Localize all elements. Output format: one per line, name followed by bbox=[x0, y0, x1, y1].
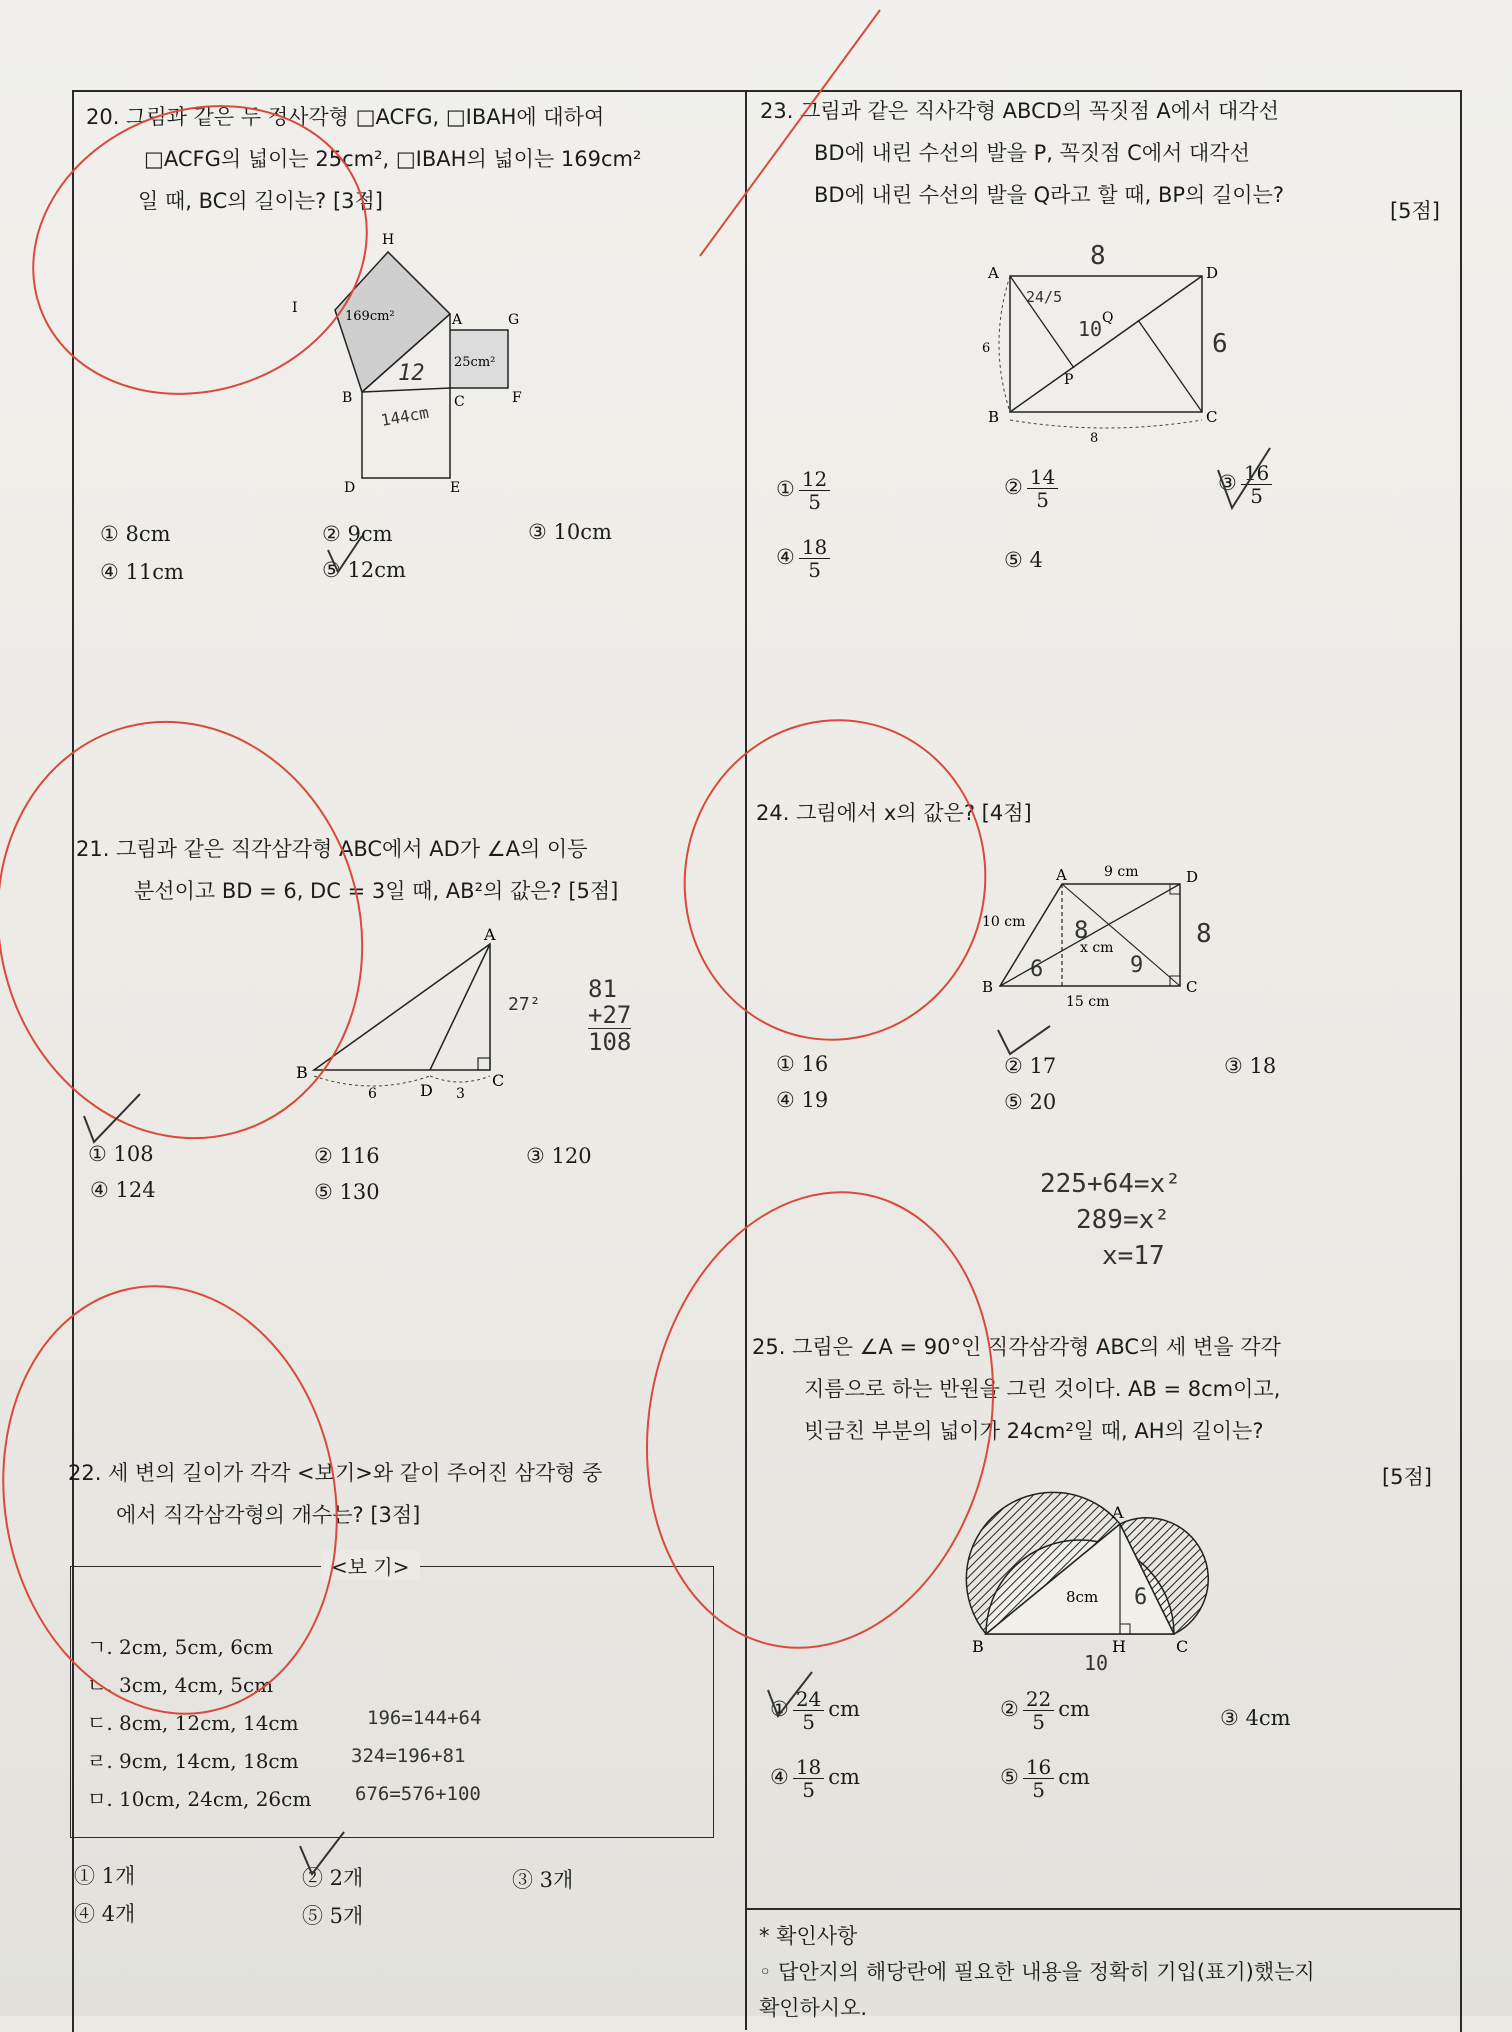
check-q25 bbox=[768, 1672, 812, 1716]
q22-choice-4[interactable]: ④ 4개 bbox=[74, 1902, 136, 1926]
q21-dc: 3 bbox=[456, 1086, 465, 1102]
hw-q23-8: 8 bbox=[1090, 241, 1106, 271]
hw-q25-6: 6 bbox=[1134, 1585, 1148, 1610]
q25-label-H: H bbox=[1112, 1637, 1126, 1656]
q24-label-A: A bbox=[1056, 866, 1067, 884]
q24-left: 10 cm bbox=[982, 914, 1026, 930]
q25-line2: 지름으로 하는 반원을 그린 것이다. AB = 8cm이고, bbox=[804, 1377, 1281, 1401]
q25-choice-5[interactable]: ⑤ $\frac{16}{5}$ cm bbox=[1000, 1755, 1090, 1802]
q22-choice-3[interactable]: ③ 3개 bbox=[512, 1868, 574, 1892]
hw-q21-27: 27² bbox=[508, 994, 541, 1015]
q20-choice-2[interactable]: ② 9cm bbox=[322, 522, 393, 546]
confirm-line1: ◦ 답안지의 해당란에 필요한 내용을 정확히 기입(표기)했는지 bbox=[759, 1960, 1315, 1984]
q20-line2: □ACFG의 넓이는 25cm², □IBAH의 넓이는 169cm² bbox=[144, 147, 642, 171]
q25-choice-1[interactable]: ① $\frac{24}{5}$ cm bbox=[770, 1687, 860, 1734]
q22-line1: 22. 세 변의 길이가 각각 <보기>와 같이 주어진 삼각형 중 bbox=[68, 1461, 603, 1485]
hw-q23-6: 6 bbox=[1212, 329, 1228, 359]
red-circle-q24 bbox=[659, 696, 1010, 1063]
q24-top: 9 cm bbox=[1104, 864, 1139, 880]
q25-line1: 25. 그림은 ∠A = 90°인 직각삼각형 ABC의 세 변을 각각 bbox=[752, 1335, 1281, 1359]
red-circle-q20 bbox=[0, 60, 408, 439]
q21-choice-5[interactable]: ⑤ 130 bbox=[314, 1180, 380, 1204]
q21-label-D: D bbox=[420, 1081, 433, 1100]
q22-row-2: ㄴ. 3cm, 4cm, 5cm bbox=[87, 1673, 274, 1697]
label-D: D bbox=[344, 480, 356, 496]
check-q23 bbox=[1218, 448, 1270, 508]
check-q24 bbox=[998, 1026, 1050, 1054]
hw-q24-w1: 225+64=x² bbox=[1040, 1169, 1181, 1199]
q22-choice-5[interactable]: ⑤ 5개 bbox=[302, 1904, 364, 1928]
q25-label-B: B bbox=[972, 1637, 984, 1656]
hw-q24-9: 9 bbox=[1130, 953, 1144, 978]
q25-score: [5점] bbox=[1381, 1465, 1432, 1489]
q23-choice-1[interactable]: ① $\frac{12}{5}$ bbox=[776, 468, 834, 513]
q22-row-3: ㄷ. 8cm, 12cm, 14cm bbox=[87, 1711, 299, 1735]
hw-q20-12: 12 bbox=[398, 361, 425, 386]
q22-line2: 에서 직각삼각형의 개수는? [3점] bbox=[116, 1503, 421, 1527]
q23-bottom: 8 bbox=[1090, 431, 1099, 446]
hw-q24-w3: x=17 bbox=[1102, 1241, 1165, 1271]
q23-label-B: B bbox=[988, 408, 1000, 426]
q25-label-C: C bbox=[1176, 1637, 1189, 1656]
q25-choice-4[interactable]: ④ $\frac{18}{5}$ cm bbox=[770, 1755, 860, 1802]
q25-choice-2[interactable]: ② $\frac{22}{5}$ cm bbox=[1000, 1687, 1090, 1734]
check-q21 bbox=[84, 1094, 140, 1142]
q23-label-D: D bbox=[1206, 264, 1219, 282]
q23-label-P: P bbox=[1064, 372, 1074, 388]
q22-choice-2[interactable]: ② 2개 bbox=[302, 1866, 364, 1890]
q23-line1: 23. 그림과 같은 직사각형 ABCD의 꼭짓점 A에서 대각선 bbox=[760, 99, 1279, 123]
q25-label-A: A bbox=[1112, 1503, 1124, 1522]
q25-ab: 8cm bbox=[1066, 1588, 1099, 1606]
confirm-title: * 확인사항 bbox=[759, 1924, 858, 1948]
q22-row-5: ㅁ. 10cm, 24cm, 26cm bbox=[87, 1787, 312, 1811]
hw-q24-w2: 289=x² bbox=[1076, 1205, 1170, 1235]
q24-line1: 24. 그림에서 x의 값은? [4점] bbox=[756, 801, 1032, 825]
hw-plus27: +27 bbox=[588, 1001, 632, 1029]
q24-label-C: C bbox=[1186, 978, 1198, 996]
q20-choice-4[interactable]: ④ 11cm bbox=[100, 560, 184, 584]
q24-x: x cm bbox=[1080, 940, 1114, 956]
q21-line2: 분선이고 BD = 6, DC = 3일 때, AB²의 값은? [5점] bbox=[134, 879, 619, 903]
q21-choice-2[interactable]: ② 116 bbox=[314, 1144, 380, 1168]
label-A: A bbox=[452, 312, 463, 328]
hw-q23-10: 10 bbox=[1078, 317, 1103, 341]
hw-q20-144: 144cm bbox=[379, 402, 431, 430]
q23-choice-2[interactable]: ② $\frac{14}{5}$ bbox=[1004, 466, 1062, 511]
label-B: B bbox=[342, 390, 353, 406]
label-H: H bbox=[382, 232, 395, 248]
q23-label-Q: Q bbox=[1102, 310, 1114, 326]
q25-choice-3[interactable]: ③ 4cm bbox=[1220, 1706, 1291, 1730]
q24-label-B: B bbox=[982, 978, 994, 996]
q24-bottom: 15 cm bbox=[1066, 994, 1110, 1010]
confirm-line2: 확인하시오. bbox=[759, 1996, 868, 2020]
hw-q23-245: 24/5 bbox=[1026, 288, 1063, 306]
q23-choice-5[interactable]: ⑤ 4 bbox=[1004, 548, 1043, 572]
hw-108: 108 bbox=[588, 1028, 632, 1056]
q24-choice-1[interactable]: ① 16 bbox=[776, 1052, 829, 1076]
red-circle-q25 bbox=[606, 1160, 1034, 1681]
hw-q25-10: 10 bbox=[1084, 1651, 1109, 1675]
q21-label-C: C bbox=[492, 1071, 505, 1090]
hw-81: 81 bbox=[588, 975, 617, 1003]
q23-choice-3[interactable]: ③ $\frac{16}{5}$ bbox=[1218, 462, 1276, 507]
label-F: F bbox=[512, 390, 522, 406]
q22-choice-1[interactable]: ① 1개 bbox=[74, 1864, 136, 1888]
q23-line2: BD에 내린 수선의 발을 P, 꼭짓점 C에서 대각선 bbox=[814, 141, 1250, 165]
check-q22 bbox=[300, 1832, 344, 1874]
q21-label-B: B bbox=[296, 1063, 308, 1082]
q20-line3: 일 때, BC의 길이는? [3점] bbox=[138, 189, 383, 213]
q22-box-title: <보 기> bbox=[321, 1551, 420, 1580]
q24-choice-3[interactable]: ③ 18 bbox=[1224, 1054, 1277, 1078]
q24-choice-5[interactable]: ⑤ 20 bbox=[1004, 1090, 1057, 1114]
q23-score: [5점] bbox=[1389, 199, 1440, 223]
q21-choice-4[interactable]: ④ 124 bbox=[90, 1178, 156, 1202]
label-C: C bbox=[454, 394, 465, 410]
hw-q22-d: 324=196+81 bbox=[351, 1745, 466, 1767]
q20-choice-5[interactable]: ⑤ 12cm bbox=[322, 558, 406, 582]
red-circle-q21 bbox=[0, 681, 408, 1180]
label-E: E bbox=[450, 480, 461, 496]
q21-line1: 21. 그림과 같은 직각삼각형 ABC에서 AD가 ∠A의 이등 bbox=[76, 837, 588, 861]
hw-q22-e: 676=576+100 bbox=[355, 1783, 481, 1805]
hw-q22-c: 196=144+64 bbox=[367, 1707, 482, 1729]
red-slash-q23 bbox=[700, 10, 880, 256]
q23-label-A: A bbox=[988, 264, 999, 282]
q21-choice-1[interactable]: ① 108 bbox=[88, 1142, 154, 1166]
red-circle-q22 bbox=[0, 1260, 370, 1741]
q20-line1: 20. 그림과 같은 두 정사각형 □ACFG, □IBAH에 대하여 bbox=[86, 105, 605, 129]
q23-choice-4[interactable]: ④ $\frac{18}{5}$ bbox=[776, 536, 834, 581]
q20-choice-3[interactable]: ③ 10cm bbox=[528, 520, 612, 544]
hw-q24-8b: 8 bbox=[1196, 919, 1212, 949]
hw-q24-6: 6 bbox=[1030, 957, 1044, 982]
label-G: G bbox=[508, 312, 520, 328]
q22-row-1: ㄱ. 2cm, 5cm, 6cm bbox=[87, 1635, 274, 1659]
q24-choice-4[interactable]: ④ 19 bbox=[776, 1088, 829, 1112]
q23-line3: BD에 내린 수선의 발을 Q라고 할 때, BP의 길이는? bbox=[814, 183, 1284, 207]
q20-choice-1[interactable]: ① 8cm bbox=[100, 522, 171, 546]
q20-area-small: 25cm² bbox=[454, 355, 496, 370]
q23-label-C: C bbox=[1206, 408, 1218, 426]
q24-label-D: D bbox=[1186, 868, 1199, 886]
check-q20 bbox=[328, 536, 362, 572]
q20-area-big: 169cm² bbox=[345, 309, 395, 324]
q22-row-4: ㄹ. 9cm, 14cm, 18cm bbox=[87, 1749, 299, 1773]
q24-choice-2[interactable]: ② 17 bbox=[1004, 1054, 1057, 1078]
q21-label-A: A bbox=[484, 925, 496, 944]
q21-bd: 6 bbox=[368, 1086, 377, 1102]
q23-side: 6 bbox=[982, 341, 991, 356]
hw-q24-8a: 8 bbox=[1074, 916, 1089, 944]
label-I: I bbox=[292, 300, 298, 316]
q21-choice-3[interactable]: ③ 120 bbox=[526, 1144, 592, 1168]
q25-line3: 빗금친 부분의 넓이가 24cm²일 때, AH의 길이는? bbox=[804, 1419, 1264, 1443]
